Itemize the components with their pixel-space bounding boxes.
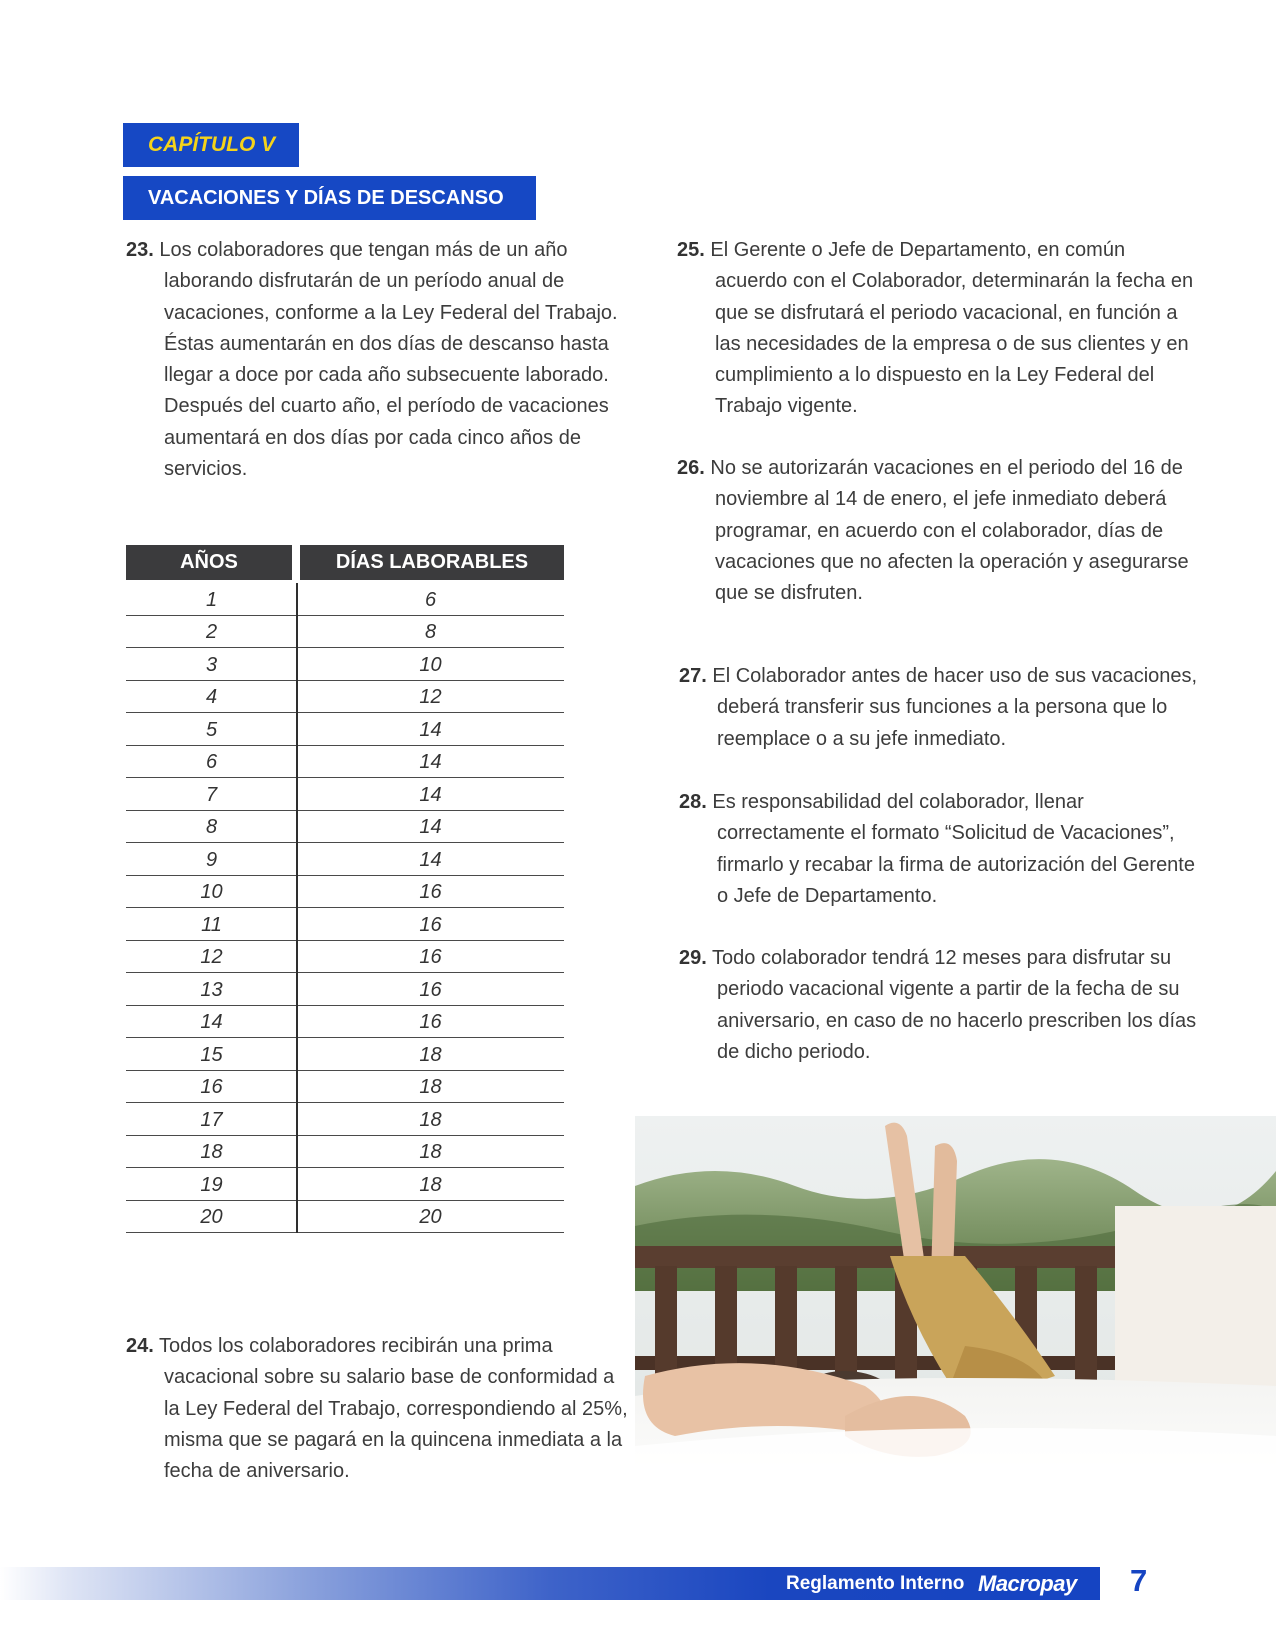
- cell-days: 16: [419, 946, 442, 968]
- cell-years: 7: [205, 783, 218, 806]
- cell-years: 4: [205, 686, 218, 708]
- cell-years: 12: [200, 946, 223, 968]
- table-row: [126, 1071, 564, 1104]
- cell-years: 5: [205, 718, 218, 741]
- cell-days: 16: [419, 1011, 442, 1033]
- table-row: [126, 876, 564, 909]
- article-number: 28.: [679, 791, 707, 813]
- article-number: 29.: [679, 947, 707, 969]
- cell-years: 18: [200, 1141, 223, 1163]
- article-24: [126, 1331, 634, 1487]
- cell-years: 2: [205, 621, 218, 643]
- macropay-logo: Macropay: [978, 1570, 1077, 1596]
- table-header: [126, 545, 564, 580]
- table-row: [126, 713, 564, 746]
- article-text: Todos los colaboradores recibirán una prima vacacional sobre su salario base de conformidad a la Ley Federal del Trabajo, correspondiendo al 25%, misma que se pagará en la quincena inmediata a la fecha de aniversario.: [159, 1335, 628, 1483]
- table-row: [126, 1168, 564, 1201]
- cell-years: 17: [200, 1108, 223, 1131]
- article-text: No se autorizarán vacaciones en el periodo del 16 de noviembre al 14 de enero, el jefe inmediato deberá programar, en acuerdo con el colaborador, días de vacaciones que no afecten la operación y asegurarse que se disfruten.: [710, 457, 1189, 605]
- cell-days: 14: [419, 718, 442, 741]
- table-row: [126, 908, 564, 941]
- cell-years: 15: [200, 1043, 223, 1066]
- table-row: [126, 1136, 564, 1169]
- table-row: [126, 811, 564, 844]
- cell-days: 14: [419, 816, 442, 838]
- cell-days: 8: [424, 621, 437, 643]
- header-years: AÑOS: [126, 545, 292, 580]
- header-days: DÍAS LABORABLES: [300, 545, 564, 580]
- cell-years: 10: [200, 881, 223, 903]
- cell-days: 12: [419, 686, 442, 708]
- chapter-label: CAPÍTULO V: [123, 123, 299, 167]
- article-number: 25.: [677, 239, 705, 261]
- table-row: [126, 1038, 564, 1071]
- cell-years: 8: [205, 816, 218, 838]
- cell-years: 16: [200, 1076, 223, 1098]
- table-row: [126, 941, 564, 974]
- cell-days: 10: [419, 653, 442, 676]
- cell-days: 14: [419, 783, 442, 806]
- chapter-title: VACACIONES Y DÍAS DE DESCANSO: [123, 176, 536, 220]
- table-row: [126, 1201, 564, 1234]
- cell-days: 14: [419, 848, 442, 871]
- page-number: 7: [1130, 1563, 1148, 1598]
- article-25: [677, 235, 1195, 423]
- cell-days: 16: [419, 881, 442, 903]
- article-text: El Gerente o Jefe de Departamento, en común acuerdo con el Colaborador, determinarán la fecha en que se disfrutará el periodo vacacional, en función a las necesidades de la empresa o de sus clientes y en cumplimiento a lo dispuesto en la Ley Federal del Trabajo vigente.: [710, 239, 1194, 418]
- table-row: [126, 843, 564, 876]
- table-row: [126, 681, 564, 714]
- table-row: [126, 973, 564, 1006]
- article-number: 26.: [677, 457, 705, 479]
- table-row: [126, 616, 564, 649]
- cell-years: 19: [200, 1173, 223, 1196]
- article-text: Es responsabilidad del colaborador, llenar correctamente el formato “Solicitud de Vacaciones”, firmarlo y recabar la firma de autorización del Gerente o Jefe de Departamento.: [712, 791, 1195, 907]
- article-28: [679, 787, 1207, 912]
- article-29: [679, 943, 1207, 1068]
- article-text: Todo colaborador tendrá 12 meses para disfrutar su periodo vacacional vigente a partir de la fecha de su aniversario, en caso de no hacerlo prescriben los días de dicho periodo.: [712, 947, 1197, 1063]
- article-text: Los colaboradores que tengan más de un año laborando disfrutarán de un período anual de vacaciones, conforme a la Ley Federal del Trabajo. Éstas aumentarán en dos días de descanso hasta llegar a doce por cada año subsecuente laborado. Después del cuarto año, el período de vacaciones aumentará en dos días por cada cinco años de servicios.: [159, 239, 618, 481]
- table-row: [126, 648, 564, 681]
- table-row: [126, 583, 564, 616]
- cell-days: 20: [419, 1206, 442, 1228]
- table-body: [126, 583, 564, 1233]
- article-27: [679, 661, 1207, 755]
- article-text: El Colaborador antes de hacer uso de sus vacaciones, deberá transferir sus funciones a la persona que lo reemplace o a su jefe inmediato.: [712, 665, 1198, 750]
- cell-years: 11: [201, 913, 222, 936]
- cell-years: 9: [205, 848, 218, 871]
- article-number: 27.: [679, 665, 707, 687]
- vacation-table: [126, 545, 564, 1233]
- cell-days: 18: [419, 1043, 442, 1066]
- cell-days: 18: [419, 1076, 442, 1098]
- table-row: [126, 1006, 564, 1039]
- article-26: [677, 453, 1195, 609]
- cell-days: 16: [419, 978, 442, 1001]
- cell-years: 1: [205, 588, 218, 611]
- cell-years: 20: [200, 1206, 223, 1228]
- cell-years: 13: [200, 978, 223, 1001]
- cell-years: 6: [205, 751, 218, 773]
- cell-days: 18: [419, 1173, 442, 1196]
- cell-years: 14: [200, 1011, 223, 1033]
- table-row: [126, 1103, 564, 1136]
- article-23: [126, 235, 634, 485]
- cell-days: 14: [419, 751, 442, 773]
- cell-days: 6: [424, 588, 437, 611]
- article-number: 23.: [126, 239, 154, 261]
- relaxing-person-photo: [635, 1116, 1276, 1525]
- cell-years: 3: [205, 653, 218, 676]
- table-row: [126, 746, 564, 779]
- cell-days: 18: [419, 1141, 442, 1163]
- cell-days: 18: [419, 1108, 442, 1131]
- cell-days: 16: [419, 913, 442, 936]
- table-row: [126, 778, 564, 811]
- article-number: 24.: [126, 1335, 154, 1357]
- footer-doc-title: Reglamento Interno: [786, 1572, 965, 1594]
